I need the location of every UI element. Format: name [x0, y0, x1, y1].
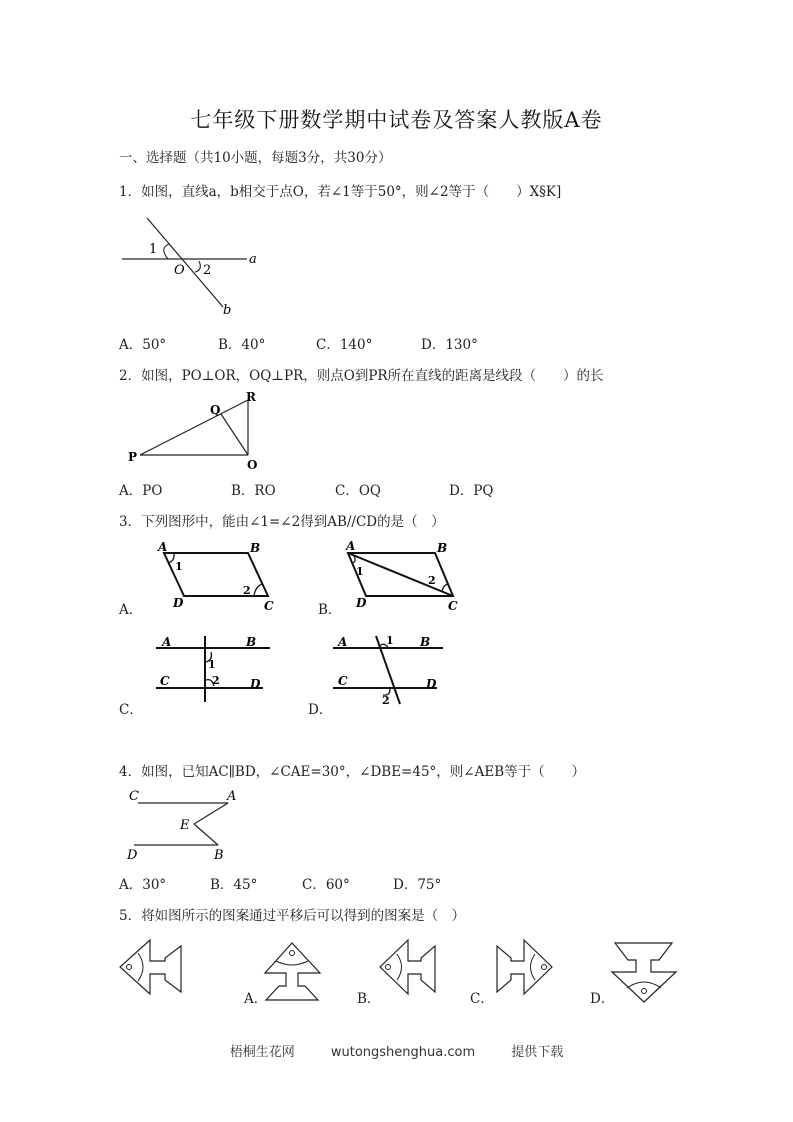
question-3-figure-b	[340, 537, 475, 612]
question-5-option-b-figure	[378, 936, 440, 998]
question-5-option-a-figure	[262, 940, 324, 1002]
question-1-option-d: D．130°	[421, 337, 478, 353]
footer-note: 提供下载	[511, 1045, 564, 1060]
section-heading: 一、选择题（共10小题，每题3分，共30分）	[119, 150, 392, 166]
point-p-label: P	[128, 450, 138, 464]
angle-2-label: 2	[203, 263, 212, 278]
point-b-label: B	[437, 541, 448, 555]
page-footer	[0, 1041, 793, 1060]
question-2-stem: 2．如图，PO⊥OR，OQ⊥PR，则点O到PR所在直线的距离是线段（ ）的长	[119, 368, 604, 384]
question-4-option-d: D．75°	[393, 877, 442, 893]
question-1-stem: 1．如图，直线a，b相交于点O，若∠1等于50°，则∠2等于（ ）X§K]	[119, 184, 562, 200]
question-4-option-a: A．30°	[119, 877, 167, 893]
point-b-label: B	[246, 635, 257, 649]
point-c-label: C	[338, 674, 348, 688]
question-5-option-c-label: C．	[470, 991, 494, 1007]
question-5-stem: 5．将如图所示的图案通过平移后可以得到的图案是（ ）	[119, 908, 466, 924]
point-c-label: C	[448, 599, 458, 612]
question-3-stem: 3．下列图形中，能由∠1=∠2得到AB//CD的是（ ）	[119, 514, 445, 530]
point-d-label: D	[173, 596, 184, 610]
angle-1-label: 1	[149, 242, 158, 257]
point-r-label: R	[246, 390, 256, 404]
point-c-label: C	[129, 789, 139, 804]
question-1-option-c: C．140°	[316, 337, 373, 353]
question-1-option-b: B．40°	[218, 337, 266, 353]
question-5-option-d-figure	[608, 940, 680, 1004]
angle-1-label: 1	[175, 560, 183, 573]
point-a-label: A	[338, 635, 348, 649]
question-5-option-c-figure	[492, 936, 554, 998]
question-3-figure-c	[150, 632, 275, 707]
question-2-figure	[120, 388, 270, 470]
footer-url-link[interactable]: wutongshenghua.com	[330, 1045, 476, 1060]
point-o-label: O	[247, 458, 258, 470]
question-5-option-d-label: D．	[590, 991, 615, 1007]
footer-site-name: 梧桐生花网	[229, 1045, 295, 1060]
point-a-label: A	[162, 635, 172, 649]
point-a-label: A	[346, 539, 356, 553]
point-a-label: A	[227, 789, 237, 804]
point-b-label: B	[420, 635, 431, 649]
angle-2-label: 2	[243, 584, 251, 597]
point-d-label: D	[250, 677, 261, 691]
point-d-label: D	[127, 848, 138, 862]
angle-2-label: 2	[428, 574, 436, 587]
question-4-figure	[120, 787, 250, 862]
question-3-figure-d	[330, 632, 455, 707]
point-c-label: C	[264, 599, 274, 612]
page-title: 七年级下册数学期中试卷及答案人教版A卷	[190, 108, 603, 132]
line-b-label: b	[223, 303, 232, 317]
angle-1-label: 1	[208, 658, 216, 671]
question-2-option-c: C．OQ	[335, 483, 381, 499]
question-3-figure-a	[150, 537, 285, 612]
question-5-option-a-label: A．	[244, 991, 268, 1007]
angle-2-label: 2	[382, 694, 390, 707]
point-c-label: C	[160, 674, 170, 688]
question-2-option-b: B．RO	[231, 483, 276, 499]
point-d-label: D	[356, 596, 367, 610]
angle-2-label: 2	[212, 674, 220, 687]
question-5-option-b-label: B．	[357, 991, 381, 1007]
question-5-original-figure	[118, 936, 188, 998]
point-b-label: B	[214, 848, 224, 862]
line-a-label: a	[249, 252, 257, 267]
point-b-label: B	[250, 541, 261, 555]
question-2-option-a: A．PO	[119, 483, 163, 499]
angle-1-label: 1	[386, 634, 394, 647]
question-4-stem: 4．如图，已知AC∥BD，∠CAE=30°，∠DBE=45°，则∠AEB等于（ ）	[119, 764, 586, 780]
point-q-label: Q	[210, 403, 221, 417]
question-1-option-a: A．50°	[119, 337, 167, 353]
point-e-label: E	[180, 818, 190, 833]
question-4-option-c: C．60°	[302, 877, 350, 893]
question-1-figure	[115, 212, 275, 317]
question-2-option-d: D．PQ	[449, 483, 494, 499]
question-3-option-a-label: A．	[119, 602, 143, 618]
question-3-option-c-label: C．	[119, 702, 143, 718]
question-4-option-b: B．45°	[210, 877, 258, 893]
point-d-label: D	[426, 677, 437, 691]
question-3-option-d-label: D．	[308, 702, 333, 718]
point-a-label: A	[158, 540, 168, 554]
point-o-label: O	[174, 263, 185, 278]
angle-1-label: 1	[356, 565, 364, 578]
question-3-option-b-label: B．	[318, 602, 342, 618]
